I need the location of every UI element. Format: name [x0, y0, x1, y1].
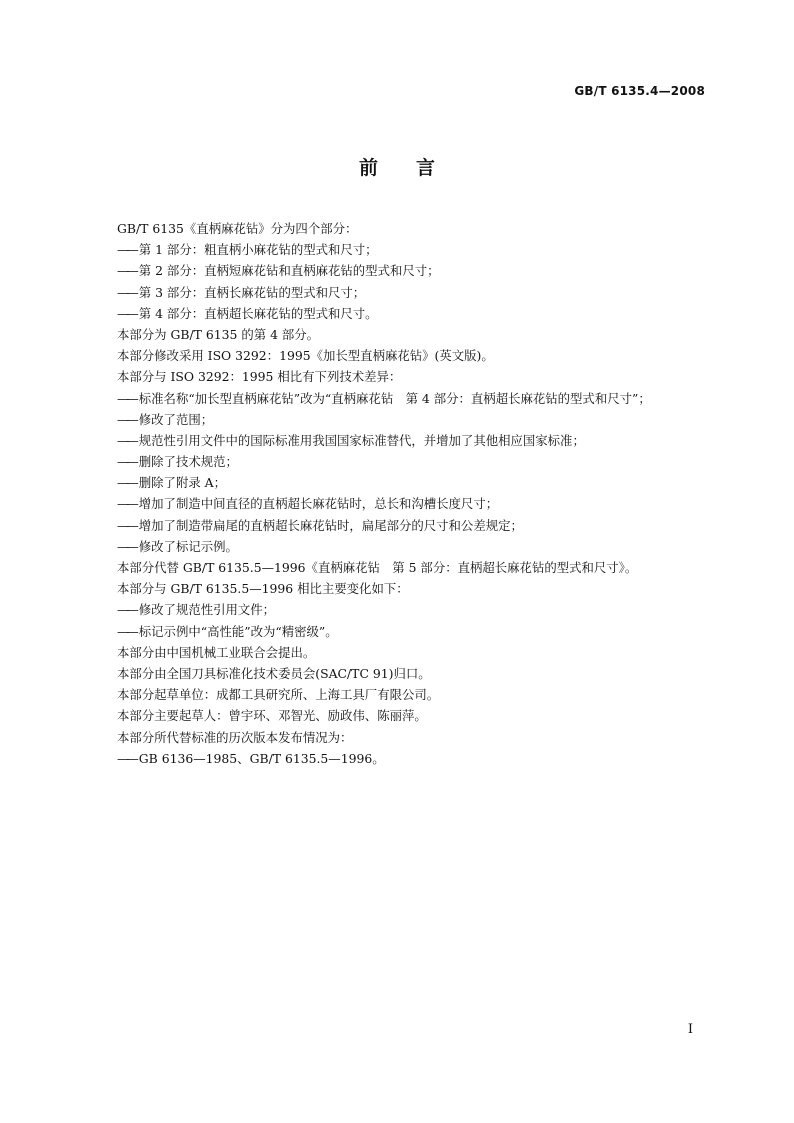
paragraph-line: 本部分起草单位：成都工具研究所、上海工具厂有限公司。: [117, 687, 440, 703]
paragraph-line: 本部分与 GB/T 6135.5—1996 相比主要变化如下：: [117, 581, 409, 597]
dash-list-item: —— 修改了规范性引用文件；: [117, 599, 717, 620]
page-number: I: [687, 1022, 693, 1037]
paragraph-line: 本部分主要起草人：曾宇环、邓智光、励政伟、陈丽萍。: [117, 708, 427, 724]
dash-list-item: —— GB 6136—1985、GB/T 6135.5—1996。: [117, 748, 717, 769]
page-title: [0, 153, 794, 180]
page-title-part-2: 言: [416, 157, 436, 179]
dash-list-item: —— 删除了技术规范；: [117, 451, 717, 472]
paragraph-line: 本部分由全国刀具标准化技术委员会(SAC/TC 91)归口。: [117, 665, 431, 681]
dash-list-item: —— 第 2 部分：直柄短麻花钻和直柄麻花钻的型式和尺寸；: [117, 260, 717, 281]
dash-list-item: —— 规范性引用文件中的国际标准用我国国家标准替代，并增加了其他相应国家标准；: [117, 430, 717, 451]
paragraph-line: 本部分由中国机械工业联合会提出。: [117, 644, 316, 660]
dash-list-item: —— 第 3 部分：直柄长麻花钻的型式和尺寸；: [117, 282, 717, 303]
dash-list-item: —— 删除了附录 A；: [117, 472, 717, 493]
dash-list-item: —— 修改了范围；: [117, 409, 717, 430]
dash-list-item: —— 标准名称“加长型直柄麻花钻”改为“直柄麻花钻 第 4 部分：直柄超长麻花钻的型式和尺寸”；: [117, 388, 717, 409]
foreword-body: [117, 218, 717, 769]
dash-list-item: —— 增加了制造带扁尾的直柄超长麻花钻时，扁尾部分的尺寸和公差规定；: [117, 515, 717, 536]
paragraph-line: GB/T 6135《直柄麻花钻》分为四个部分：: [117, 221, 358, 236]
paragraph-line: 本部分与 ISO 3292：1995 相比有下列技术差异：: [117, 369, 402, 385]
dash-list-item: —— 增加了制造中间直径的直柄超长麻花钻时，总长和沟槽长度尺寸；: [117, 493, 717, 514]
dash-list-item: —— 修改了标记示例。: [117, 536, 717, 557]
paragraph-line: 本部分所代替标准的历次版本发布情况为：: [117, 729, 353, 745]
paragraph-line: 本部分修改采用 ISO 3292：1995《加长型直柄麻花钻》(英文版)。: [117, 348, 494, 364]
paragraph-line: 本部分代替 GB/T 6135.5—1996《直柄麻花钻 第 5 部分：直柄超长麻花钻的型式和尺寸》。: [117, 560, 638, 575]
dash-list-item: —— 标记示例中“高性能”改为“精密级”。: [117, 621, 717, 642]
standard-code: GB/T 6135.4—2008: [574, 84, 705, 98]
dash-list-item: —— 第 1 部分：粗直柄小麻花钻的型式和尺寸；: [117, 239, 717, 260]
dash-list-item: —— 第 4 部分：直柄超长麻花钻的型式和尺寸。: [117, 303, 717, 324]
page-title-part-1: 前: [358, 157, 378, 179]
paragraph-line: 本部分为 GB/T 6135 的第 4 部分。: [117, 326, 320, 342]
